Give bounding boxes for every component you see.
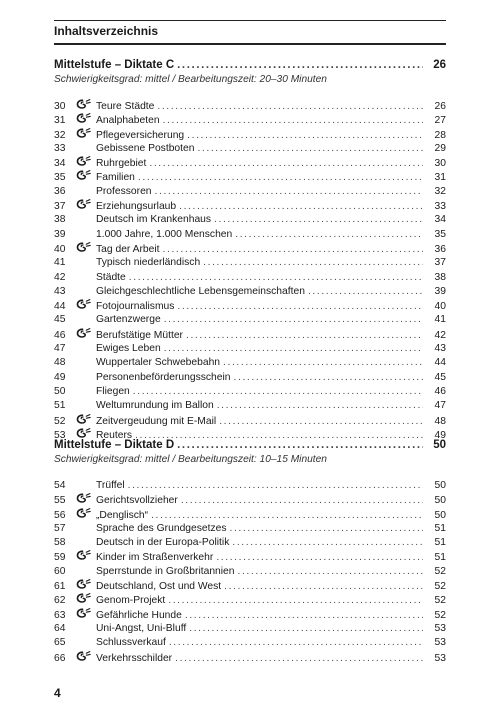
- toc-entry[interactable]: [54, 271, 446, 285]
- icon-slot: [76, 428, 96, 438]
- entry-page: 50: [434, 495, 446, 507]
- entry-page: 53: [434, 652, 446, 664]
- entry-page: 51: [434, 537, 446, 549]
- entry-number: 32: [54, 129, 66, 141]
- entry-number: 39: [54, 228, 66, 240]
- entry-title: Gleichgeschlechtliche Lebensgemeinschaften: [96, 285, 305, 297]
- entry-title: Gartenzwerge: [96, 314, 161, 326]
- entry-number: 35: [54, 172, 66, 184]
- dot-leader: [175, 652, 423, 666]
- icon-slot: [76, 299, 96, 309]
- entry-number: 42: [54, 271, 66, 283]
- entry-number: 37: [54, 201, 66, 213]
- page-number: 4: [54, 686, 61, 700]
- section-title: Mittelstufe – Diktate D: [54, 439, 175, 451]
- toc-entry[interactable]: [54, 593, 446, 607]
- dot-leader: [197, 142, 423, 156]
- entry-page: 31: [434, 172, 446, 184]
- toc-entry[interactable]: [54, 342, 446, 356]
- dot-leader: [168, 594, 423, 608]
- entry-number: 50: [54, 385, 66, 397]
- entry-page: 47: [434, 400, 446, 412]
- dot-leader: [224, 580, 423, 594]
- dot-leader: [163, 243, 423, 257]
- ear-icon: [76, 493, 91, 503]
- dot-leader: [149, 157, 423, 171]
- icon-slot: [76, 99, 96, 109]
- entry-page: 29: [434, 142, 446, 154]
- icon-slot: [76, 550, 96, 560]
- toc-entry[interactable]: [54, 242, 446, 256]
- entry-page: 45: [434, 371, 446, 383]
- icon-slot: [76, 328, 96, 338]
- icon-slot: [76, 128, 96, 138]
- entry-page: 53: [434, 637, 446, 649]
- dot-leader: [138, 171, 423, 185]
- entry-page: 53: [434, 622, 446, 634]
- entry-title: Personenbeförderungsschein: [96, 371, 231, 383]
- dot-leader: [177, 438, 423, 453]
- dot-leader: [232, 536, 423, 550]
- toc-entry[interactable]: [54, 128, 446, 142]
- dot-leader: [151, 509, 423, 523]
- header-rule-top: [54, 20, 446, 21]
- header-rule-bottom: [54, 43, 446, 45]
- entry-title: Familien: [96, 172, 135, 184]
- dot-leader: [169, 636, 423, 650]
- dot-leader: [186, 329, 423, 343]
- icon-slot: [76, 493, 96, 503]
- entry-page: 42: [434, 329, 446, 341]
- entry-number: 62: [54, 595, 66, 607]
- section-page: 26: [433, 59, 446, 71]
- ear-icon: [76, 299, 91, 309]
- dot-leader: [187, 129, 423, 143]
- toc-entry[interactable]: [54, 508, 446, 522]
- entry-title: Ewiges Leben: [96, 343, 161, 355]
- dot-leader: [185, 609, 423, 623]
- toc-entry[interactable]: [54, 99, 446, 113]
- entry-page: 41: [434, 314, 446, 326]
- dot-leader: [203, 256, 423, 270]
- entry-page: 52: [434, 581, 446, 593]
- entry-number: 54: [54, 480, 66, 491]
- entry-title: „Denglisch“: [96, 509, 149, 521]
- toc-entry[interactable]: [54, 356, 446, 370]
- entry-number: 31: [54, 115, 66, 127]
- entry-page: 36: [434, 243, 446, 255]
- entry-page: 40: [434, 301, 446, 313]
- dot-leader: [308, 285, 423, 299]
- dot-leader: [177, 58, 423, 73]
- dot-leader: [179, 200, 423, 214]
- entry-number: 43: [54, 285, 66, 297]
- ear-icon: [76, 199, 91, 209]
- toc-entry[interactable]: [54, 156, 446, 170]
- entry-page: 50: [434, 480, 446, 491]
- toc-entry[interactable]: [54, 313, 446, 327]
- entry-number: 57: [54, 522, 66, 534]
- entry-title: Städte: [96, 271, 126, 283]
- icon-slot: [76, 113, 96, 123]
- dot-leader: [189, 622, 423, 636]
- entry-page: 44: [434, 357, 446, 369]
- entry-title: Verkehrsschilder: [96, 652, 173, 664]
- toc-entry[interactable]: [54, 256, 446, 270]
- dot-leader: [234, 371, 423, 385]
- entry-title: Kinder im Straßenverkehr: [96, 552, 214, 564]
- entry-title: Gebissene Postboten: [96, 142, 195, 154]
- entry-title: Sprache des Grundgesetzes: [96, 522, 227, 534]
- ear-icon: [76, 414, 91, 424]
- ear-icon: [76, 242, 91, 252]
- dot-leader: [238, 565, 423, 579]
- entry-title: Sperrstunde in Großbritannien: [96, 565, 235, 577]
- entry-page: 50: [434, 509, 446, 521]
- section-heading: [54, 438, 446, 453]
- toc-entry[interactable]: [54, 185, 446, 199]
- entry-page: 49: [434, 429, 446, 441]
- toc-entry[interactable]: [54, 113, 446, 127]
- ear-icon: [76, 593, 91, 603]
- toc-entry[interactable]: [54, 213, 446, 227]
- dot-leader: [164, 342, 423, 356]
- entry-number: 63: [54, 609, 66, 621]
- ear-icon: [76, 608, 91, 618]
- section-diktate-c: [54, 58, 446, 442]
- entry-number: 41: [54, 257, 66, 269]
- entry-number: 51: [54, 400, 66, 412]
- toc-entry[interactable]: [54, 565, 446, 579]
- entry-title: 1.000 Jahre, 1.000 Menschen: [96, 228, 233, 240]
- icon-slot: [76, 508, 96, 518]
- entry-number: 61: [54, 581, 66, 593]
- section-page: 50: [433, 439, 446, 451]
- entry-number: 30: [54, 101, 66, 112]
- toc-entry[interactable]: [54, 371, 446, 385]
- toc-entry[interactable]: [54, 636, 446, 650]
- entry-page: 27: [434, 115, 446, 127]
- ear-icon: [76, 170, 91, 180]
- dot-leader: [217, 399, 423, 413]
- entry-number: 33: [54, 142, 66, 154]
- toc-entry[interactable]: [54, 142, 446, 156]
- section-title: Mittelstufe – Diktate C: [54, 59, 175, 71]
- ear-icon: [76, 99, 91, 109]
- toc-entry[interactable]: [54, 579, 446, 593]
- dot-leader: [157, 100, 423, 114]
- dot-leader: [214, 213, 423, 227]
- dot-leader: [129, 271, 423, 285]
- ear-icon: [76, 428, 91, 438]
- icon-slot: [76, 242, 96, 252]
- entry-page: 30: [434, 158, 446, 170]
- entry-title: Reuters: [96, 429, 133, 441]
- entry-number: 36: [54, 185, 66, 197]
- entry-number: 34: [54, 158, 66, 170]
- entry-page: 26: [434, 101, 446, 112]
- entry-title: Fliegen: [96, 385, 130, 397]
- toc-entry[interactable]: [54, 299, 446, 313]
- toc-entry[interactable]: [54, 285, 446, 299]
- section-diktate-d: [54, 438, 446, 665]
- entry-number: 48: [54, 357, 66, 369]
- entry-number: 45: [54, 314, 66, 326]
- entry-page: 52: [434, 595, 446, 607]
- icon-slot: [76, 608, 96, 618]
- entry-page: 38: [434, 271, 446, 283]
- toc-entry[interactable]: [54, 622, 446, 636]
- entry-page: 52: [434, 565, 446, 577]
- toc-entry[interactable]: [54, 522, 446, 536]
- dot-leader: [181, 494, 423, 508]
- entry-number: 58: [54, 537, 66, 549]
- entry-title: Weltumrundung im Ballon: [96, 400, 214, 412]
- dot-leader: [223, 356, 423, 370]
- icon-slot: [76, 414, 96, 424]
- section-subtitle: Schwierigkeitsgrad: mittel / Bearbeitungszeit: 20–30 Minuten: [54, 74, 327, 85]
- dot-leader: [164, 313, 423, 327]
- entry-page: 46: [434, 385, 446, 397]
- entry-page: 51: [434, 522, 446, 534]
- ear-icon: [76, 508, 91, 518]
- entry-title: Deutsch in der Europa-Politik: [96, 537, 230, 549]
- entry-page: 35: [434, 228, 446, 240]
- entry-page: 43: [434, 343, 446, 355]
- toc-entry[interactable]: [54, 385, 446, 399]
- entry-title: Berufstätige Mütter: [96, 329, 183, 341]
- entry-title: Tag der Arbeit: [96, 243, 160, 255]
- icon-slot: [76, 156, 96, 166]
- entry-number: 65: [54, 637, 66, 649]
- section-subtitle: Schwierigkeitsgrad: mittel / Bearbeitungszeit: 10–15 Minuten: [54, 454, 327, 465]
- entry-number: 59: [54, 552, 66, 564]
- entry-number: 60: [54, 565, 66, 577]
- entry-title: Pflegeversicherung: [96, 129, 185, 141]
- entry-title: Zeitvergeudung mit E-Mail: [96, 415, 217, 427]
- dot-leader: [163, 114, 423, 128]
- toc-entry[interactable]: [54, 399, 446, 413]
- entry-title: Erziehungsurlaub: [96, 201, 177, 213]
- icon-slot: [76, 199, 96, 209]
- entry-number: 66: [54, 652, 66, 664]
- entry-number: 44: [54, 301, 66, 313]
- dot-leader: [155, 185, 423, 199]
- entry-number: 56: [54, 509, 66, 521]
- entry-title: Gerichtsvollzieher: [96, 495, 178, 507]
- entry-number: 64: [54, 622, 66, 634]
- entry-number: 53: [54, 429, 66, 441]
- entry-title: Fotojournalismus: [96, 301, 175, 313]
- entry-number: 40: [54, 243, 66, 255]
- dot-leader: [177, 300, 423, 314]
- entry-number: 55: [54, 495, 66, 507]
- section-heading: [54, 58, 446, 73]
- dot-leader: [128, 479, 423, 493]
- toc-entry[interactable]: [54, 199, 446, 213]
- entry-page: 48: [434, 415, 446, 427]
- dot-leader: [235, 228, 423, 242]
- ear-icon: [76, 579, 91, 589]
- entry-number: 47: [54, 343, 66, 355]
- toc-entry[interactable]: [54, 493, 446, 507]
- dot-leader: [230, 522, 423, 536]
- ear-icon: [76, 328, 91, 338]
- dot-leader: [216, 551, 423, 565]
- entry-page: 28: [434, 129, 446, 141]
- entry-title: Deutsch im Krankenhaus: [96, 214, 212, 226]
- toc-entry[interactable]: [54, 608, 446, 622]
- entry-title: Uni-Angst, Uni-Bluff: [96, 622, 187, 634]
- entry-number: 38: [54, 214, 66, 226]
- ear-icon: [76, 651, 91, 661]
- toc-entry[interactable]: [54, 170, 446, 184]
- ear-icon: [76, 113, 91, 123]
- entry-title: Wuppertaler Schwebebahn: [96, 357, 221, 369]
- entry-title: Typisch niederländisch: [96, 257, 201, 269]
- entry-title: Professoren: [96, 185, 152, 197]
- entry-page: 37: [434, 257, 446, 269]
- entry-number: 46: [54, 329, 66, 341]
- icon-slot: [76, 170, 96, 180]
- entry-title: Schlussverkauf: [96, 637, 166, 649]
- toc-entry[interactable]: [54, 651, 446, 665]
- ear-icon: [76, 550, 91, 560]
- entry-page: 32: [434, 185, 446, 197]
- entry-number: 49: [54, 371, 66, 383]
- toc-entry[interactable]: [54, 536, 446, 550]
- toc-entry[interactable]: [54, 228, 446, 242]
- entry-title: Genom-Projekt: [96, 595, 166, 607]
- dot-leader: [133, 385, 423, 399]
- entry-title: Teure Städte: [96, 101, 155, 112]
- entry-title: Gefährliche Hunde: [96, 609, 182, 621]
- entry-title: Analphabeten: [96, 115, 160, 127]
- toc-entry[interactable]: [54, 479, 446, 493]
- icon-slot: [76, 651, 96, 661]
- entry-title: Trüffel: [96, 480, 125, 491]
- ear-icon: [76, 128, 91, 138]
- ear-icon: [76, 156, 91, 166]
- entry-page: 34: [434, 214, 446, 226]
- icon-slot: [76, 579, 96, 589]
- icon-slot: [76, 593, 96, 603]
- dot-leader: [219, 415, 423, 429]
- entry-page: 52: [434, 609, 446, 621]
- entry-title: Deutschland, Ost und West: [96, 581, 222, 593]
- entry-number: 52: [54, 415, 66, 427]
- entry-page: 39: [434, 285, 446, 297]
- page-heading: Inhaltsverzeichnis: [54, 24, 159, 38]
- entry-page: 33: [434, 201, 446, 213]
- toc-entry[interactable]: [54, 414, 446, 428]
- entry-title: Ruhrgebiet: [96, 158, 147, 170]
- toc-entry[interactable]: [54, 550, 446, 564]
- entry-page: 51: [434, 552, 446, 564]
- toc-entry[interactable]: [54, 328, 446, 342]
